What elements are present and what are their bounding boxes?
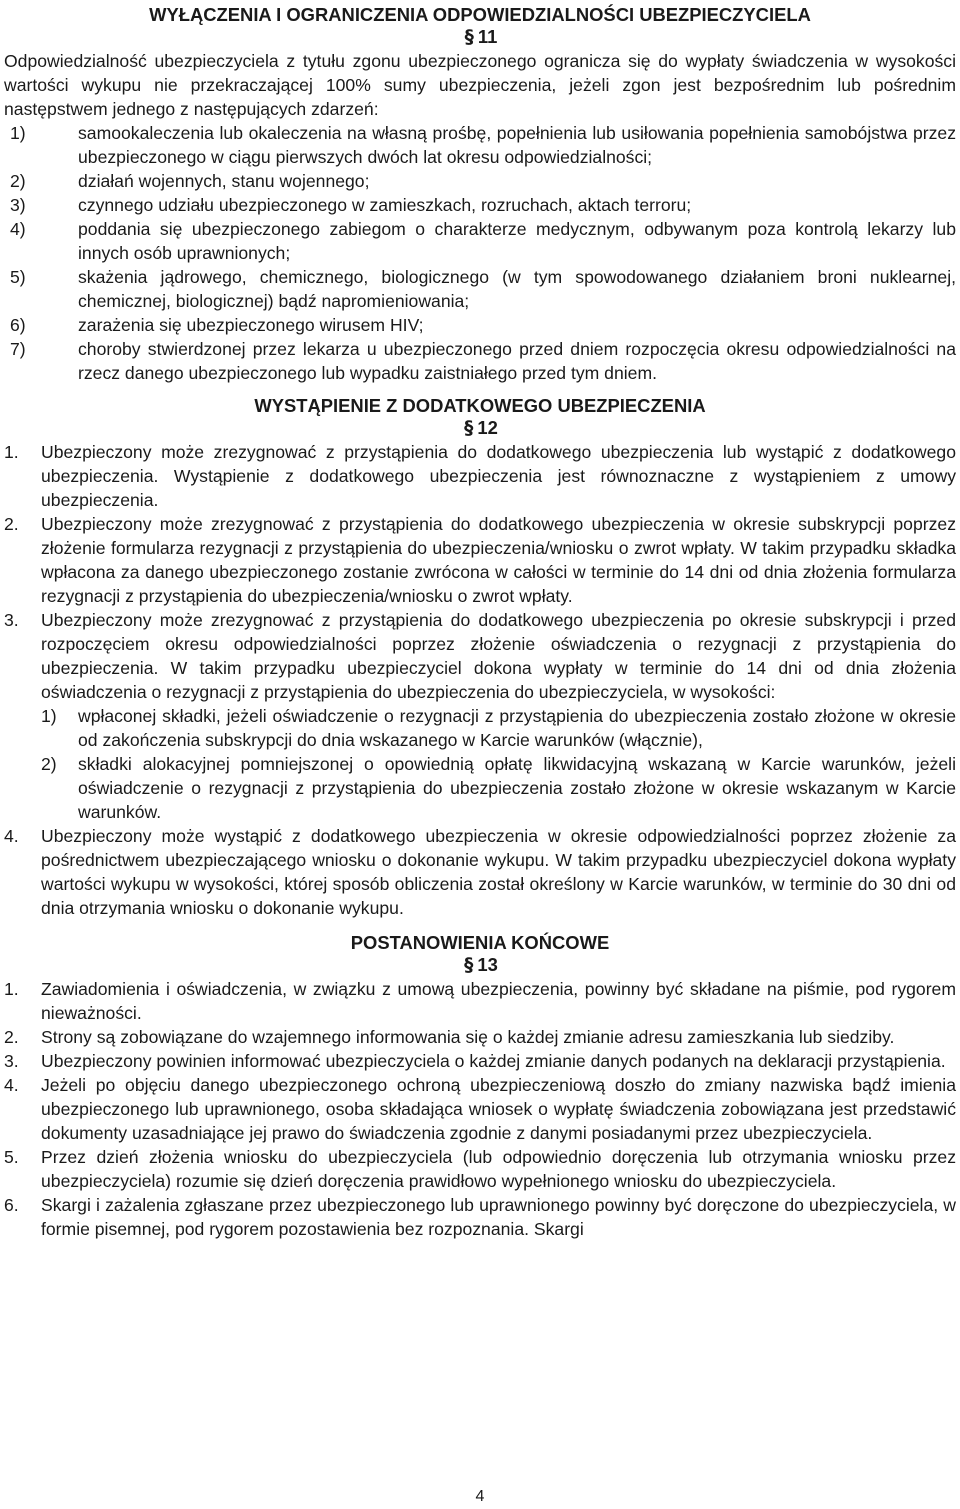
list-item [4,824,956,920]
section-11-intro: Odpowiedzialność ubezpieczyciela z tytułu zgonu ubezpieczonego ogranicza się do wypłaty świadczenia w wysokości wartości wykupu nie przekraczającej 100% sumy ubezpieczenia, jeżeli zgon jest bezpośrednim lub pośrednim następstwem jednego z następujących zdarzeń: [4,51,956,119]
list-marker: 3) [10,195,26,215]
list-item [4,1073,956,1145]
section-13-number [4,954,956,977]
list-item [4,193,956,217]
section-12-title: WYSTĄPIENIE Z DODATKOWEGO UBEZPIECZENIA [254,395,706,416]
list-marker: 1) [41,706,57,726]
list-marker: 5) [10,267,26,287]
list-item [4,265,956,313]
list-marker: 4. [4,826,19,846]
section-number: 12 [477,417,498,438]
list-item [4,1145,956,1193]
section-13-title: POSTANOWIENIA KOŃCOWE [350,932,610,953]
list-item-text: poddania się ubezpieczonego zabiegom o charakterze medycznym, odbywanym poza kontrolą lekarzy lub innych osób uprawnionych; [78,219,956,263]
section-11-number [4,26,956,49]
list-marker: 3. [4,610,19,630]
list-item [4,1025,956,1049]
list-item-text: działań wojennych, stanu wojennego; [78,171,370,191]
paragraph-sign: § [464,418,474,439]
list-item-text: Przez dzień złożenia wniosku do ubezpieczyciela (lub odpowiednio doręczenia lub otrzymania wniosku przez ubezpieczyciela) rozumie się dzień doręczenia prawidłowo wypełnionego wniosku do ubezpieczyciela. [41,1147,956,1191]
section-11-title: WYŁĄCZENIA I OGRANICZENIA ODPOWIEDZIALNOŚCI UBEZPIECZYCIELA [149,4,811,25]
list-item [4,977,956,1025]
nested-list-item [41,704,956,752]
list-item-text: Ubezpieczony może wystąpić z dodatkowego ubezpieczenia w okresie odpowiedzialności poprzez złożenie za pośrednictwem ubezpieczającego wniosku o dokonanie wykupu. W takim przypadku ubezpieczyciel dokona wypłaty wartości wykupu w wysokości, której sposób obliczenia został określony w Karcie warunków, w terminie do 30 dni od dnia otrzymania wniosku o dokonanie wykupu. [41,826,956,918]
section-13-list [4,977,956,1241]
list-item [4,608,956,824]
list-item [4,217,956,265]
section-number: 13 [477,954,498,975]
list-marker: 4) [10,219,26,239]
list-item [4,440,956,512]
paragraph-sign: § [464,955,474,976]
list-item-text: Jeżeli po objęciu danego ubezpieczonego ochroną ubezpieczeniową doszło do zmiany nazwiska bądź imienia ubezpieczonego lub uprawnionego, osoba składająca wniosek o wypłatę świadczenia zobowiązana jest przedstawić dokumenty uzasadniające jej prawo do świadczenia zgodnie z danymi posiadanymi przez ubezpieczyciela. [41,1075,956,1143]
list-marker: 1. [4,979,19,999]
list-item [4,121,956,169]
list-marker: 2. [4,514,19,534]
list-marker: 6. [4,1195,19,1215]
list-item-text: Ubezpieczony może zrezygnować z przystąpienia do dodatkowego ubezpieczenia w okresie subskrypcji poprzez złożenie formularza rezygnacji z przystąpienia do ubezpieczenia/wniosku o zwrot wpłaty. W takim przypadku składka wpłacona za danego ubezpieczonego zostanie zwrócona w całości w terminie do 14 dni od dnia złożenia formularza rezygnacji z przystąpienia do ubezpieczenia/wniosku o zwrot wpłaty. [41,514,956,606]
list-item [4,313,956,337]
list-item-text: czynnego udziału ubezpieczonego w zamieszkach, rozruchach, aktach terroru; [78,195,692,215]
list-marker: 2. [4,1027,19,1047]
list-item-text: wpłaconej składki, jeżeli oświadczenie o rezygnacji z przystąpienia do ubezpieczenia zostało złożone w okresie od zakończenia subskrypcji do dnia wskazanego w Karcie warunków (włącznie), [78,706,956,750]
nested-list [41,704,956,824]
list-item-text: zarażenia się ubezpieczonego wirusem HIV; [78,315,424,335]
list-marker: 7) [10,339,26,359]
list-marker: 1) [10,123,26,143]
list-item-text: skażenia jądrowego, chemicznego, biologicznego (w tym spowodowanego działaniem broni nuklearnej, chemicznej, biologicznej) bądź napromieniowania; [78,267,956,311]
list-marker: 3. [4,1051,19,1071]
list-item-text: Ubezpieczony może zrezygnować z przystąpienia do dodatkowego ubezpieczenia po okresie subskrypcji i przed rozpoczęciem okresu odpowiedzialności poprzez złożenie oświadczenia o rezygnacji z przystąpienia do ubezpieczenia. W takim przypadku ubezpieczyciel dokona wypłaty w terminie do 14 dni od dnia złożenia oświadczenia o rezygnacji z przystąpienia do ubezpieczenia do ubezpieczyciela, w wysokości: [41,610,956,702]
paragraph-sign: § [464,27,474,48]
list-item [4,1193,956,1241]
list-item [4,337,956,385]
section-12-list [4,440,956,920]
section-11-list [4,121,956,385]
list-marker: 5. [4,1147,19,1167]
list-marker: 2) [41,754,57,774]
list-item [4,169,956,193]
list-item-text: Ubezpieczony powinien informować ubezpieczyciela o każdej zmianie danych podanych na deklaracji przystąpienia. [41,1051,946,1071]
list-item-text: Ubezpieczony może zrezygnować z przystąpienia do dodatkowego ubezpieczenia lub wystąpić z dodatkowego ubezpieczenia. Wystąpienie z dodatkowego ubezpieczenia jest równoznaczne z wystąpieniem z umowy ubezpieczenia. [41,442,956,510]
list-item [4,1049,956,1073]
list-item [4,512,956,608]
nested-list-item [41,752,956,824]
list-item-text: choroby stwierdzonej przez lekarza u ubezpieczonego przed dniem rozpoczęcia okresu odpowiedzialności na rzecz danego ubezpieczonego lub wypadku zaistniałego przed tym dniem. [78,339,956,383]
list-item-text: składki alokacyjnej pomniejszonej o opowiednią opłatę likwidacyjną wskazaną w Karcie warunków, jeżeli oświadczenie o rezygnacji z przystąpienia do ubezpieczenia zostało złożone w okresie wskazanym w Karcie warunków. [78,754,956,822]
section-12-number [4,417,956,440]
list-item-text: Strony są zobowiązane do wzajemnego informowania się o każdej zmianie adresu zamieszkania lub siedziby. [41,1027,895,1047]
list-marker: 4. [4,1075,19,1095]
list-item-text: Zawiadomienia i oświadczenia, w związku z umową ubezpieczenia, powinny być składane na piśmie, pod rygorem nieważności. [41,979,956,1023]
list-item-text: samookaleczenia lub okaleczenia na własną prośbę, popełnienia lub usiłowania popełnienia samobójstwa przez ubezpieczonego w ciągu pierwszych dwóch lat okresu odpowiedzialności; [78,123,956,167]
list-marker: 1. [4,442,19,462]
list-marker: 6) [10,315,26,335]
section-number: 11 [477,26,498,47]
page-number: 4 [475,1488,485,1505]
list-item-text: Skargi i zażalenia zgłaszane przez ubezpieczonego lub uprawnionego powinny być doręczone do ubezpieczyciela, w formie pisemnej, pod rygorem pozostawienia bez rozpoznania. Skargi [41,1195,956,1239]
document-page [4,4,956,1241]
list-marker: 2) [10,171,26,191]
